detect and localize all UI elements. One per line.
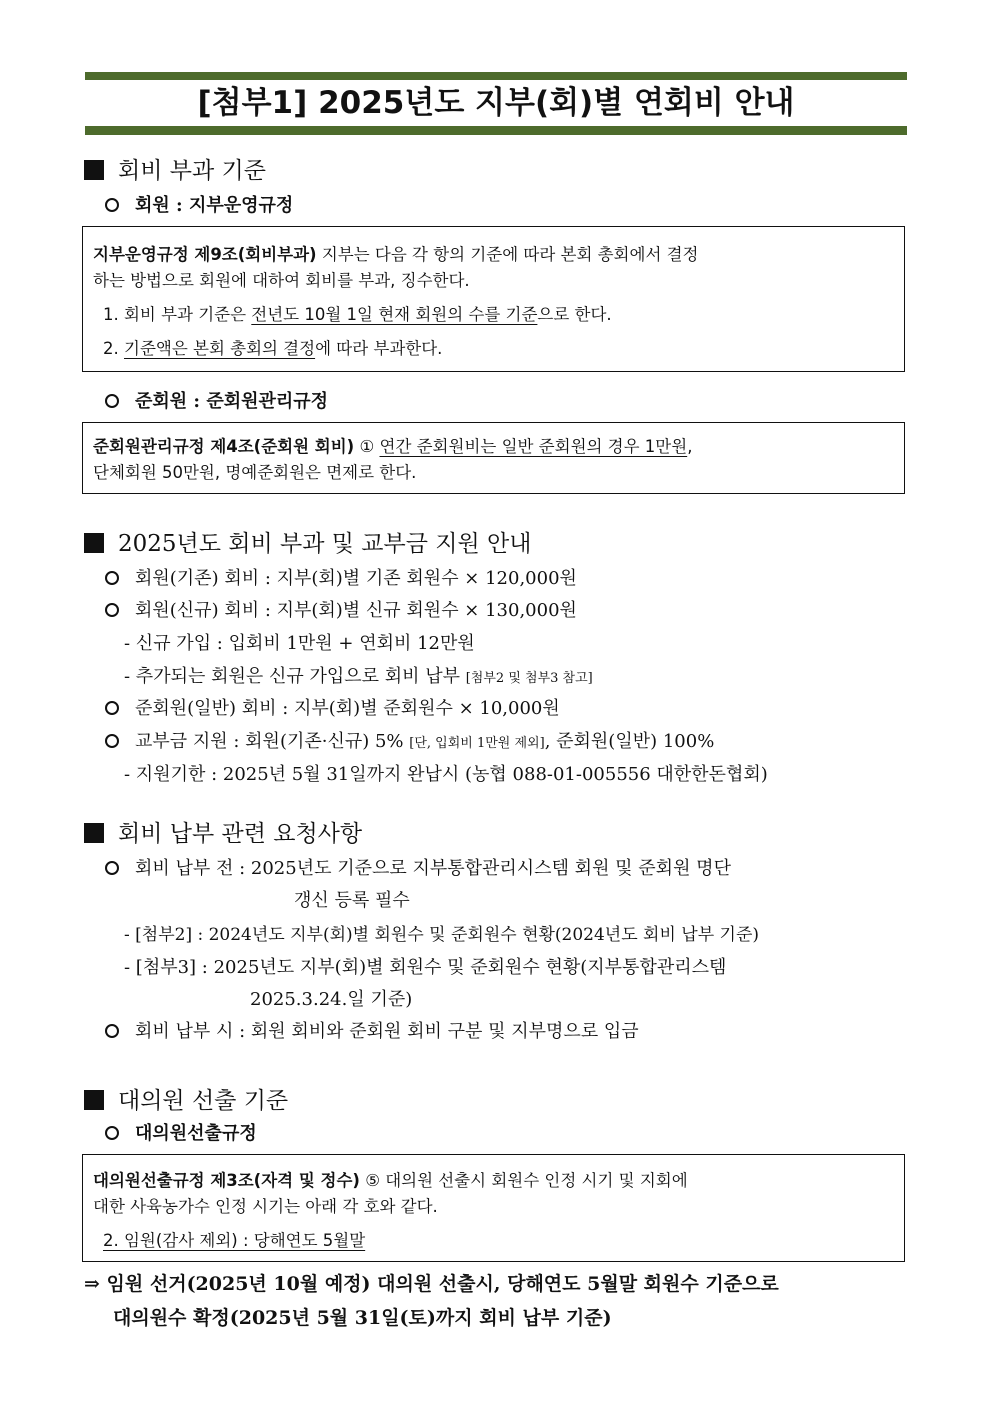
regulation-text: ⑤ 대의원 선출시 회원수 인정 시기 및 지회에 (359, 1171, 688, 1190)
attachment-3-line-cont: 2025.3.24.일 기준) (250, 989, 413, 1010)
circle-bullet-icon (105, 198, 119, 212)
item-underlined-text: 전년도 10월 1일 현재 회원의 수를 기준 (251, 305, 538, 324)
regulation-text: , (687, 437, 693, 456)
regulation-line (93, 243, 699, 267)
grant-deadline-line: - 지원기한 : 2025년 5월 31일까지 완납시 (농협 088-01-005556 대한한돈협회) (124, 764, 768, 785)
line-text: 회비 납부 전 : 2025년도 기준으로 지부통합관리시스템 회원 및 준회원 명단 (135, 858, 731, 879)
item-text: 2. (103, 339, 124, 358)
fee-line-added-member (124, 664, 593, 692)
regulation-line: 하는 방법으로 회원에 대하여 회비를 부과, 징수한다. (93, 271, 470, 290)
item-text: 으로 한다. (537, 305, 612, 324)
fee-line-associate (105, 696, 560, 722)
item-text: 1. 회비 부과 기준은 (103, 305, 252, 324)
regulation-box-associate-fee (82, 422, 905, 494)
request-at-payment (105, 1019, 639, 1045)
page-title: [첨부1] 2025년도 지부(회)별 연회비 안내 (197, 85, 795, 121)
subheading-delegate-regulation (105, 1121, 257, 1147)
circle-bullet-icon (105, 701, 119, 715)
line-text: 회원(기존) 회비 : 지부(회)별 기존 회원수 × 120,000원 (135, 568, 577, 589)
item-underlined-text: 기준액은 본회 총회의 결정 (124, 339, 316, 358)
line-small-text: [첨부2 및 첨부3 참고] (465, 671, 593, 686)
attachment-2-line: - [첨부2] : 2024년도 지부(회)별 회원수 및 준회원수 현황(2024년도 회비 납부 기준) (124, 925, 760, 945)
section-heading-payment-requests (84, 819, 362, 849)
final-note-line-1: ⇒ 임원 선거(2025년 10월 예정) 대의원 선출시, 당해연도 5월말 회원수 기준으로 (84, 1273, 779, 1295)
regulation-item-2 (103, 337, 442, 361)
section-heading-text: 대의원 선출 기준 (118, 1088, 289, 1114)
circle-bullet-icon (105, 734, 119, 748)
regulation-item (103, 1229, 365, 1253)
circle-bullet-icon (105, 1126, 119, 1140)
regulation-item-1 (103, 303, 612, 327)
regulation-text: ① (354, 437, 380, 456)
fee-line-existing-member (105, 566, 577, 592)
section-heading-text: 2025년도 회비 부과 및 교부금 지원 안내 (118, 531, 532, 557)
line-text: , 준회원(일반) 100% (544, 731, 715, 752)
square-bullet-icon (84, 823, 104, 843)
item-text: 에 따라 부과한다. (315, 339, 443, 358)
section-heading-2025-fee (84, 529, 531, 559)
subheading-text: 회원 : 지부운영규정 (135, 195, 294, 216)
square-bullet-icon (84, 1090, 104, 1110)
subheading-associate (105, 389, 328, 415)
circle-bullet-icon (105, 394, 119, 408)
regulation-line (93, 435, 692, 459)
circle-bullet-icon (105, 603, 119, 617)
regulation-title: 준회원관리규정 제4조(준회원 회비) (93, 437, 355, 456)
title-top-rule (85, 72, 907, 80)
circle-bullet-icon (105, 571, 119, 585)
request-before-payment (105, 856, 731, 882)
final-note-line-2: 대의원수 확정(2025년 5월 31일(토)까지 회비 납부 기준) (113, 1307, 612, 1329)
fee-line-new-member (105, 598, 577, 624)
item-underlined-text: 2. 임원(감사 제외) : 당해연도 5월말 (103, 1231, 366, 1250)
fee-line-new-join: - 신규 가입 : 입회비 1만원 + 연회비 12만원 (124, 633, 475, 654)
subheading-text: 대의원선출규정 (135, 1123, 257, 1144)
regulation-line: 대한 사육농가수 인정 시기는 아래 각 호와 같다. (93, 1197, 438, 1216)
regulation-line: 단체회원 50만원, 명예준회원은 면제로 한다. (93, 463, 417, 482)
regulation-underlined-text: 연간 준회원비는 일반 준회원의 경우 1만원 (379, 437, 688, 456)
title-bottom-rule (85, 126, 907, 135)
square-bullet-icon (84, 160, 104, 180)
square-bullet-icon (84, 533, 104, 553)
section-heading-text: 회비 부과 기준 (118, 158, 266, 184)
line-text: 회비 납부 시 : 회원 회비와 준회원 회비 구분 및 지부명으로 입금 (135, 1021, 639, 1042)
grant-support-line (105, 729, 714, 757)
subheading-member (105, 193, 293, 219)
section-heading-text: 회비 납부 관련 요청사항 (118, 821, 363, 847)
section-heading-delegate-criteria (84, 1086, 288, 1116)
circle-bullet-icon (105, 1024, 119, 1038)
line-text: - 추가되는 회원은 신규 가입으로 회비 납부 (124, 666, 466, 687)
section-heading-fee-criteria (84, 156, 266, 186)
regulation-box-delegate (82, 1154, 905, 1262)
attachment-3-line: - [첨부3] : 2025년도 지부(회)별 회원수 및 준회원수 현황(지부통합관리스템 (124, 957, 727, 978)
regulation-box-member-fee (82, 226, 905, 372)
regulation-line (93, 1169, 688, 1193)
regulation-title: 대의원선출규정 제3조(자격 및 정수) (93, 1171, 360, 1190)
regulation-title: 지부운영규정 제9조(회비부과) (93, 245, 317, 264)
line-text: 준회원(일반) 회비 : 지부(회)별 준회원수 × 10,000원 (135, 698, 560, 719)
line-text: 교부금 지원 : 회원(기존·신규) 5% (135, 731, 410, 752)
request-before-payment-cont: 갱신 등록 필수 (294, 890, 410, 911)
regulation-text: 지부는 다음 각 항의 기준에 따라 본회 총회에서 결정 (316, 245, 699, 264)
subheading-text: 준회원 : 준회원관리규정 (135, 391, 329, 412)
line-text: 회원(신규) 회비 : 지부(회)별 신규 회원수 × 130,000원 (135, 600, 577, 621)
line-small-text: [단, 입회비 1만원 제외] (409, 736, 545, 751)
circle-bullet-icon (105, 861, 119, 875)
